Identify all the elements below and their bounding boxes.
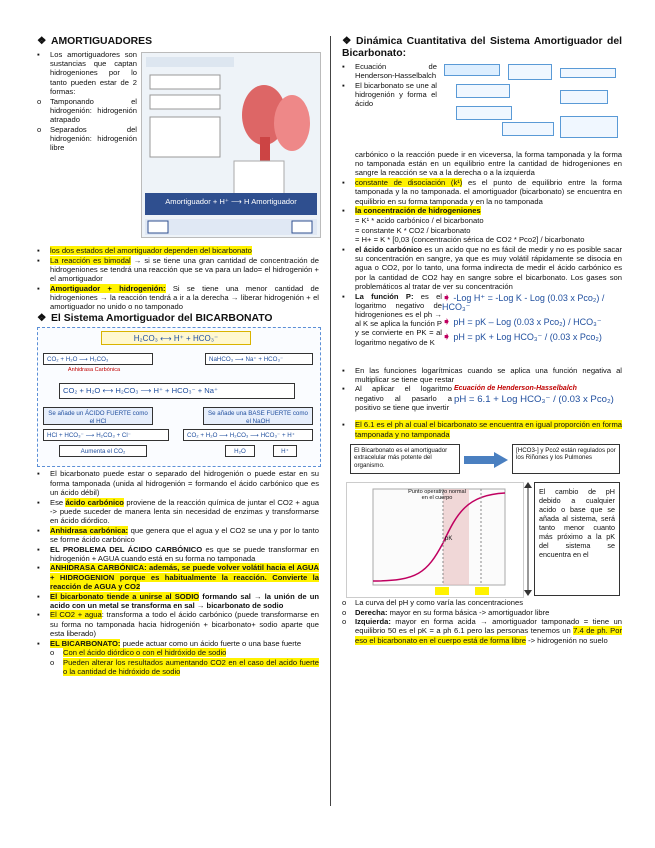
hh-final-formula: pH = 6.1 + Log HCO₃⁻ / (0.03 x Pco₂) xyxy=(454,393,614,405)
p4-a: EL PROBLEMA DEL ÁCIDO CARBÓNICO xyxy=(50,544,203,554)
fp-text: es el logaritmo negativo de hidrogeniones es el ph → al K se aplica la función P y se convierte en PK = al logaritmo negativo de K xyxy=(355,291,442,347)
conc-title: la concentración de hidrogeniones xyxy=(355,206,481,216)
box-regulation: [HCO3-] y Pco2 están regulados por los Riñones y los Pulmones xyxy=(512,444,620,474)
izquierda-label: Izquierda: xyxy=(355,617,391,627)
diagram-strong-base: Se añade una BASE FUERTE como el NaOH xyxy=(203,407,313,425)
diagram-base-reaction: CO₂ + H₂O ⟶ H₂CO₃ ⟶ HCO₃⁻ + H⁺ xyxy=(183,429,313,441)
diagram-enzyme-label: Anhidrasa Carbónica xyxy=(67,367,121,374)
log-equations: ➧ -Log H⁺ = -Log K - Log (0.03 x Pco₂) / HCO₃⁻ ➧ pH = pK – Log (0.03 x Pco₂) / HCO₃⁻ ➧ pH = pK + Log HCO₃⁻ / (0.03 x Pco₂) xyxy=(442,291,605,344)
derecha-label: Derecha: xyxy=(355,607,388,617)
fp-label: La función P: xyxy=(355,291,414,301)
conc-2: = constante K * CO2 / bicarbonato xyxy=(355,225,471,235)
bimodal-label: La reacción es bimodal xyxy=(50,255,131,265)
diagram-water: H₂O xyxy=(225,445,255,457)
p2-a: Ese xyxy=(50,497,66,507)
p4-b: es que se puede transformar en hidrogenión + AGUA cuando está en su forma no tamponada xyxy=(50,544,319,563)
diagram-hydrogen: H⁺ xyxy=(273,445,297,457)
form-separados: Separados del hidrogenión: hidrogenión libre xyxy=(50,124,137,153)
diagram-top-equation: H₂CO₃ ⟷ H⁺ + HCO₃⁻ xyxy=(101,331,251,345)
section-title-bicarbonato: ❖ El Sistema Amortiguador del BICARBONATO xyxy=(37,313,273,325)
bic-text-b: carbónico o la reacción puede ir en viceversa, la forma tamponada y la forma no tamponada están en un equilibrio entre la cantidad de hidrogeniones en sangre la reacción se va a la derecha o a la izquierda xyxy=(355,150,622,178)
chart-pk-label: pK xyxy=(445,535,453,542)
bimodal-text: → si se tiene una gran cantidad de concentración de hidrogeniones se tendrá una reacción que se va para un lado= el hidrogenión + el amortiguador xyxy=(50,255,319,284)
k-label: constante de disociación (k¹) xyxy=(355,178,463,188)
p3-a: Anhidrasa carbónica: xyxy=(50,525,129,535)
p8-sub2: Pueden alterar los resultados aumentando CO2 en el caso del acido fuerte o la cantidad de hidróxido de sodio xyxy=(63,657,319,677)
p5: ANHIDRASA CARBÓNICA: además, se puede volver volátil hacia el AGUA + HIDROGENION porque es habitualmente la reacción. Convierte la reacción de AGUA y CO2 xyxy=(50,563,319,591)
diagram-mid-equation: CO₂ + H₂O ⟷ H₂CO₃ ⟶ H⁺ + HCO₃⁻ + Na⁺ xyxy=(59,383,295,399)
p7-b: : transforma a todo el ácido carbónico (puede transformarse en su forma no tamponada hacia hidrogenión + bicarbonato+ sodio aparte que esta liberado) xyxy=(50,610,319,638)
p6-b: formando sal → la unión de un acido con un metal se transforma en sal → bicarbonato de sodio xyxy=(50,591,319,610)
form-tamponando: Tamponando el hidrogenión: hidrogenión atrapado xyxy=(50,96,137,124)
highlight-estados: los dos estados del amortiguador dependen del bicarbonato xyxy=(50,246,252,255)
derecha-text: mayor en su forma básica -> amortiguador libre xyxy=(387,607,550,617)
bic-text-a: El bicarbonato se une al hidrogenión y forma el ácido xyxy=(355,80,437,109)
intro-text: Los amortiguadores son sustancias que captan hidrogeniones por lo tanto pueden estar de 2 formas: xyxy=(50,50,137,96)
conc-3: = H+ = K * [0,03 (concentración sérica de CO2 * Pco2] / bicarbonato xyxy=(355,235,585,245)
buffer-equation-label: Amortiguador + H⁺ ⟶ H Amortiguador xyxy=(165,197,297,206)
para-bicarbonato-estado: El bicarbonato puede estar o separado del hidrogenión o puede estar en su forma tamponada (unida al hidrogenión = formando el ácido carbónico que es un ácido débil) xyxy=(50,469,319,497)
diagram-acid-reaction: HCl + HCO₃⁻ ⟶ H₂CO₃ + Cl⁻ xyxy=(43,429,169,441)
izquierda-highlight: 7.4 de ph. Por eso el bicarbonato en el cuerpo está de forma libre xyxy=(355,626,622,645)
diagram-left-reaction: CO₂ + H₂O ⟶ H₂CO₃ xyxy=(43,353,153,365)
diagram-strong-acid: Se añade un ÁCIDO FUERTE como el HCl xyxy=(43,407,153,425)
p3-b: que genera que el agua y el CO2 se una y por lo tanto se forme ácido carbónico xyxy=(50,525,319,544)
k-text: es el punto de equilibrio entre la forma tamponada y la no tamponada. el amortiguador (bicarbonato) se encuentra en equilibrio en su forma tamponada y en la no tamponada xyxy=(355,178,622,206)
right-column: ❖ Dinámica Cuantitativa del Sistema Amortiguador del Bicarbonato: ▪ Ecuación de Henderson-Hasselbalch ▪ El bicarbonato se une al hidrogenión y forma el ácido carbónico o la reacción puede ir en viceversa, la forma tamponada y la forma no tamponada están en un equilibrio entre la cantidad de hidrogeniones en sangre la reacción se va a la derecha o a la izquierda ▪ constante de disociación (k¹) es el punto de equilibrio entre la forma tamponada y la no tamponada. el amortiguador (bicarbonato) se encuentra en equilibrio en su forma tamponada y en la no tamponada ▪ la concentración de hidrogeniones = K¹ * acido carbónico / el bicarbonato = constante K * CO2 / bicarbonato = H+ = K * [0,03 (concentración sérica de CO2 * Pco2] / bicarbonato ▪ el ácido carbónico es un acido que no es fácil de medir y no es posible sacar su concentración en sangre, ya que es muy volátil rápidamente se disocia en agua o CO2, por lo tanto, una forma indirecta de medir el ácido carbónico es por la cantidad de CO2 hay en sangre sobre el bicarbonato. Los gases son problemáticos al tratar de ver su concentración ▪ La función P: es el logaritmo negativo de hidrogeniones es el ph → al K se aplica la función P y se convierte en PK = al logaritmo negativo de K ➧ -Log H⁺ = -Log K - Log (0.03 x Pco₂) / HCO₃⁻ ➧ pH = pK – Log (0.03 x Pco₂) / HCO₃⁻ ➧ pH = pK + Log HCO₃⁻ / (0.03 x Pco₂) ▪ En las funciones logarítmicas cuando se aplica una función negativa al multiplicar se tiene que restar ▪ Al aplicar el logaritmo negativo al pasarlo a positivo se tiene que invertir Ecuación de Henderson-Hasselbalch pH = 6.1 + Log HCO₃⁻ / (0.03 x Pco₂) ▪ El 6.1 es el ph al cual el bicarbonato se encuentra en igual proporción en forma tamponada y no tamponada El Bicarbonato es el amortiguador extracelular más potente del organismo. [HCO3-] y Pco2 están regulados por los Riñones y los Pulmones Punto operativo normal en el cuerpo pK El cambio de pH debido a cualquier acido o base que se añada al sistema, será tanto menor cuanto más próximo a la pK del sistema se encuentra en el o La curva del pH y como varía las concentraciones o Derecha: mayor en su forma básica -> amortiguador libre o Izquierda: mayor en forma acida → amortiguador tamponado = tiene un equilibrio 50 es el pK = a ph 6.1 pero las personas tenemos un 7.4 de ph. Por eso el bicarbonato en el cuerpo está de forma libre -> hidrogenión no suelo xyxy=(342,36,622,645)
box-arrow-icon xyxy=(464,452,508,468)
section-title-dinamica: ❖ Dinámica Cuantitativa del Sistema Amortiguador del Bicarbonato: xyxy=(342,36,622,59)
buffer-illustration-graphic xyxy=(142,53,320,237)
left-column: ❖ AMORTIGUADORES ▪ Los amortiguadores son sustancias que captan hidrogeniones por lo tanto pueden estar de 2 formas: o Tamponando el hidrogenión: hidrogenión atrapado o Separados del hidrogenión: hidrogenión libre Amortiguador + H⁺ ⟶ H Amortiguador ▪ los dos estados del amortiguador dependen del bicarbonato ▪ La reacción es bimodal → si se tiene una gran cantidad de concentración de hidrogeniones se tendrá una reacción que se va para un lado= el hidrogenión + el amortiguador ▪ Amortiguador + hidrogenión: Si se tiene una menor cantidad de hidrogeniones → la reacción tendrá a ir a la derecha → liberar hidrogenión + el amortiguador no unido o no tamponado ❖ El Sistema Amortiguador del BICARBONATO H₂CO₃ ⟷ H⁺ + HCO₃⁻ CO₂ + H₂O ⟶ H₂CO₃ Anhidrasa Carbónica NaHCO₃ ⟶ Na⁺ + HCO₃⁻ CO₂ + H₂O ⟷ H₂CO₃ ⟶ H⁺ + HCO₃⁻ + Na⁺ Se añade un ÁCIDO FUERTE como el HCl Se añade una BASE FUERTE como el NaOH HCl + HCO₃⁻ ⟶ H₂CO₃ + Cl⁻ CO₂ + H₂O ⟶ H₂CO₃ ⟶ HCO₃⁻ + H⁺ Aumenta el CO₂ H₂O H⁺ ▪ El bicarbonato puede estar o separado del hidrogenión o puede estar en su forma tamponada (unida al hidrogenión = formando el ácido carbónico que es un ácido débil) ▪ Ese ácido carbónico proviene de la reacción química de juntar el CO2 + agua -> puede suceder de manera lenta sin necesidad de enzimas y transformarse en ácido diórdico. ▪ Anhidrasa carbónica: que genera que el agua y el CO2 se una y por lo tanto se forme ácido carbónico ▪ EL PROBLEMA DEL ÁCIDO CARBÓNICO es que se puede transformar en hidrogenión + AGUA cuando está en su forma no tamponada ▪ ANHIDRASA CARBÓNICA: además, se puede volver volátil hacia el AGUA + HIDROGENION porque es habitualmente la reacción. Convierte la reacción de AGUA y CO2 ▪ El bicarbonato tiende a unirse al SODIO formando sal → la unión de un acido con un metal se transforma en sal → bicarbonato de sodio ▪ El CO2 + agua: transforma a todo el ácido carbónico (puede transformarse en su forma no tamponada hacia hidrogenión + bicarbonato+ sodio aparte que esta liberado) ▪ EL BICARBONATO: puede actuar como un ácido fuerte o una base fuerte o Con el ácido diórdico o con el hidróxido de sodio o Pueden alterar los resultados aumentando CO2 en el caso del acido fuerte o la cantidad de hidróxido de sodio xyxy=(37,36,320,677)
p8-sub1: Con el ácido diórdico o con el hidróxido de sodio xyxy=(63,648,227,658)
column-divider xyxy=(330,36,331,806)
hh-derivation-image xyxy=(442,62,622,148)
equation-1: -Log H⁺ = -Log K - Log (0.03 x Pco₂) / HCO₃⁻ xyxy=(442,292,605,312)
box-extracellular: El Bicarbonato es el amortiguador extracelular más potente del organismo. xyxy=(350,444,460,474)
p6-a: El bicarbonato tiende a unirse al SODIO xyxy=(50,591,200,601)
intro-block: ▪ Los amortiguadores son sustancias que captan hidrogeniones por lo tanto pueden estar de 2 formas: o Tamponando el hidrogenión: hidrogenión atrapado o Separados del hidrogenión: hidrogenión libre xyxy=(37,50,137,153)
ph-61-note: El 6.1 es el ph al cual el bicarbonato se encuentra en igual proporción en forma tamponada y no tamponada xyxy=(355,420,622,439)
p2-c: proviene de la reacción química de juntar el CO2 + agua -> puede suceder de manera lenta sin necesidad de enzimas y transformarse en ácido diórdico. xyxy=(50,497,320,525)
log-apply-note: Al aplicar el logaritmo negativo al pasarlo a positivo se tiene que invertir xyxy=(355,384,452,412)
equation-3: pH = pK + Log HCO₃⁻ / (0.03 x Pco₂) xyxy=(453,332,602,343)
diagram-co2-increase: Aumenta el CO₂ xyxy=(59,445,147,457)
p7-a: El CO2 + agua xyxy=(50,610,102,620)
hh-label: Ecuación de Henderson-Hasselbalch xyxy=(355,62,437,81)
chart-operating-point-label: Punto operativo normal en el cuerpo xyxy=(408,488,466,502)
p2-b: ácido carbónico xyxy=(65,497,124,507)
p8-a: EL BICARBONATO: xyxy=(50,638,121,648)
section-title-amortiguadores: ❖ AMORTIGUADORES xyxy=(37,36,153,47)
acid-label: el ácido carbónico xyxy=(355,245,423,255)
hh-final-title: Ecuación de Henderson-Hasselbalch xyxy=(454,385,577,393)
hh-final-equation xyxy=(454,384,622,405)
buffer-illustration xyxy=(141,52,321,238)
curve-note: La curva del pH y como varía las concentraciones xyxy=(355,597,523,607)
p8-b: puede actuar como un ácido fuerte o una base fuerte xyxy=(120,638,302,648)
ph-curve-chart xyxy=(346,482,524,598)
chart-side-arrow-icon xyxy=(524,482,532,596)
izquierda-text: mayor en forma acida → amortiguador tamponado = tiene un equilibrio 50 es el pK = a ph 6.1 pero las personas tenemos un xyxy=(355,617,622,636)
equation-2: pH = pK – Log (0.03 x Pco₂) / HCO₃⁻ xyxy=(453,316,602,327)
amort-label: Amortiguador + hidrogenión: xyxy=(50,283,166,293)
box-ph-change: El cambio de pH debido a cualquier acido o base que se añada al sistema, será tanto menor cuanto más próximo a la pK del sistema se encuentra en el xyxy=(534,482,620,596)
bicarbonate-summary-figure xyxy=(342,442,622,598)
conc-1: = K¹ * acido carbónico / el bicarbonato xyxy=(355,215,484,225)
izquierda-end: -> hidrogenión no suelo xyxy=(525,635,608,645)
acid-text: es un acido que no es fácil de medir y no es posible sacar su concentración en sangre, ya que es muy volátil rápidamente se disocia en agua o CO2, por lo tanto, una forma indirecta de medir el ácido carbónico es por la cantidad de CO2 hay en sangre sobre el bicarbonato. Los gases son problemáticos al tratar de ver su concentración xyxy=(355,245,622,291)
log-function-note: En las funciones logarítmicas cuando se aplica una función negativa al multiplicar se tiene que restar xyxy=(355,365,622,384)
bicarbonate-diagram xyxy=(37,327,319,465)
diagram-right-reaction: NaHCO₃ ⟶ Na⁺ + HCO₃⁻ xyxy=(205,353,313,365)
amort-text: Si se tiene una menor cantidad de hidrogeniones → la reacción tendrá a ir a la derecha → liberar hidrogenión + el amortiguador no unido o no tamponado xyxy=(50,283,319,312)
